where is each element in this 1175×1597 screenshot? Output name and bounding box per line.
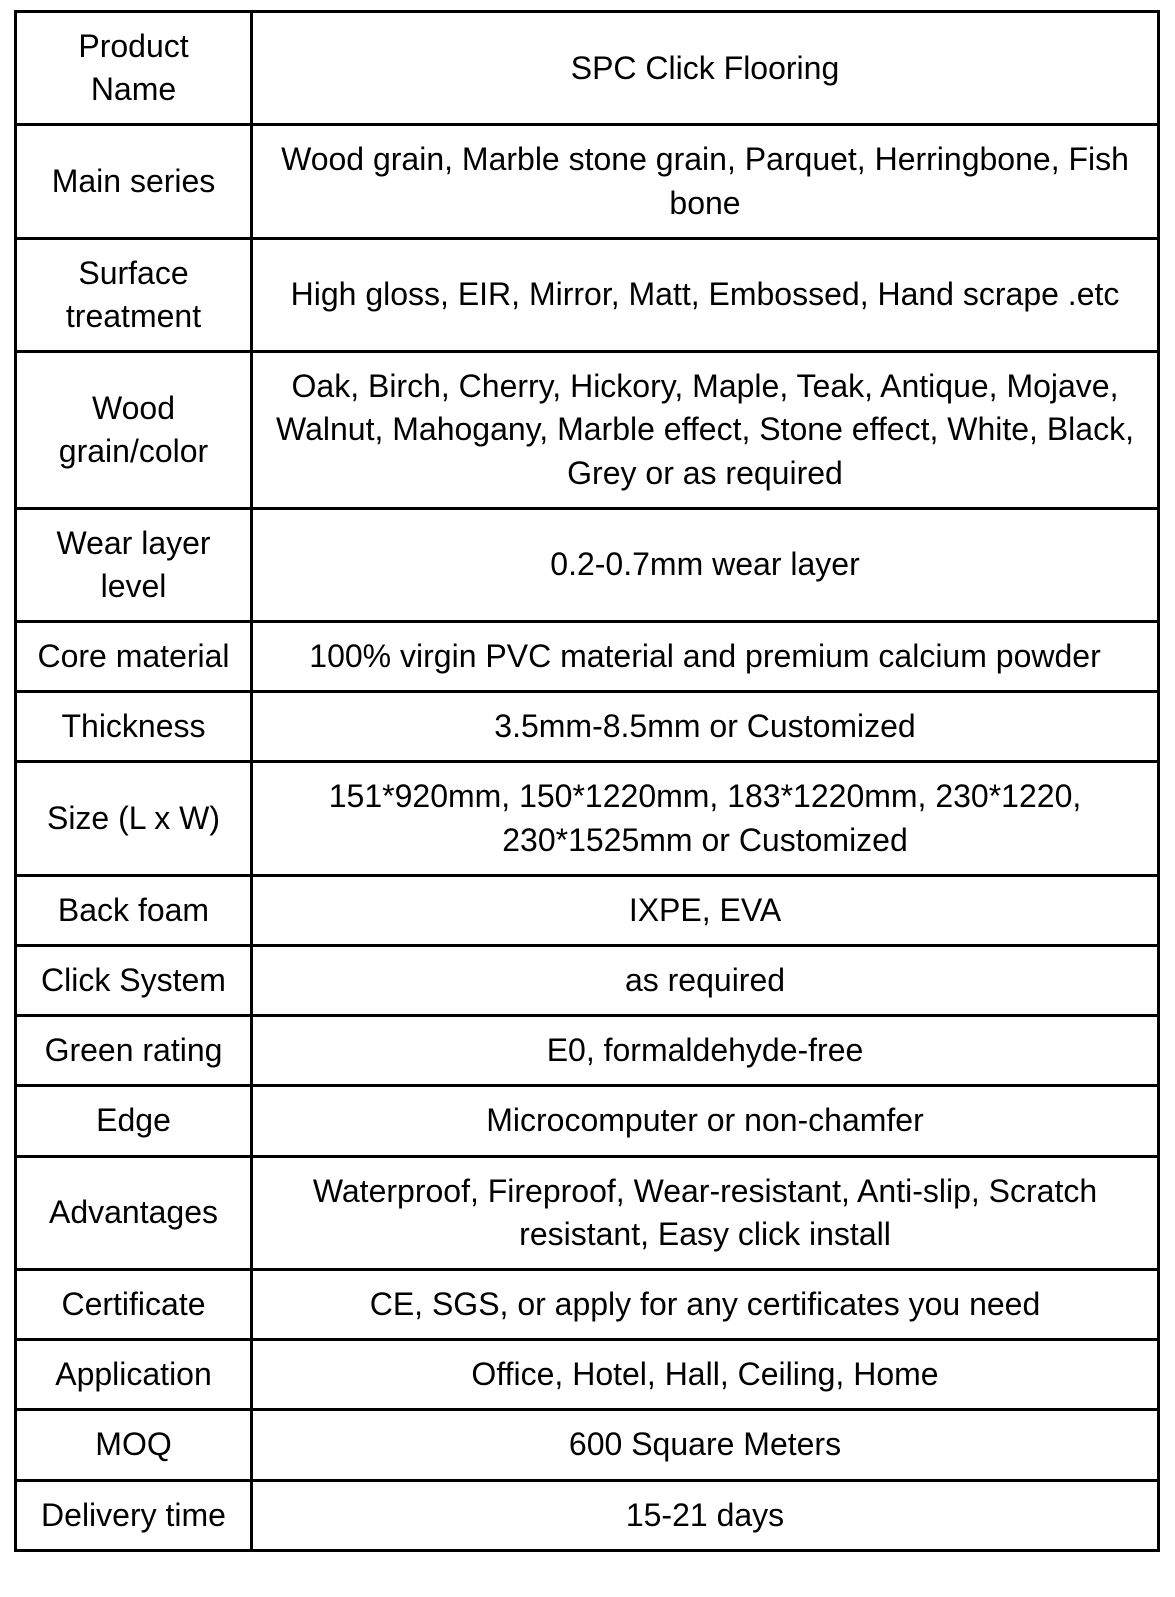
row-green-rating-label: Green rating (16, 1016, 252, 1086)
row-surface-treatment (16, 238, 1159, 351)
row-certificate-value: CE, SGS, or apply for any certificates you need (252, 1269, 1159, 1339)
row-click-system-label: Click System (16, 946, 252, 1016)
row-core-material-label: Core material (16, 622, 252, 692)
row-advantages-label: Advantages (16, 1156, 252, 1269)
row-wood-grain-color (16, 352, 1159, 509)
row-wood-grain-color-value: Oak, Birch, Cherry, Hickory, Maple, Teak, Antique, Mojave, Walnut, Mahogany, Marble effect, Stone effect, White, Black, Grey or as required (252, 352, 1159, 509)
row-size-value: 151*920mm, 150*1220mm, 183*1220mm, 230*1220, 230*1525mm or Customized (252, 762, 1159, 875)
row-size (16, 762, 1159, 875)
row-moq-value: 600 Square Meters (252, 1410, 1159, 1480)
row-application (16, 1340, 1159, 1410)
row-application-value: Office, Hotel, Hall, Ceiling, Home (252, 1340, 1159, 1410)
row-back-foam (16, 875, 1159, 945)
row-back-foam-value: IXPE, EVA (252, 875, 1159, 945)
row-wood-grain-color-label: Wood grain/color (16, 352, 252, 509)
row-click-system-value: as required (252, 946, 1159, 1016)
row-delivery-time (16, 1480, 1159, 1550)
row-product-name-label: Product Name (16, 12, 252, 125)
row-delivery-time-label: Delivery time (16, 1480, 252, 1550)
row-surface-treatment-value: High gloss, EIR, Mirror, Matt, Embossed, Hand scrape .etc (252, 238, 1159, 351)
row-product-name (16, 12, 1159, 125)
row-back-foam-label: Back foam (16, 875, 252, 945)
row-surface-treatment-label: Surface treatment (16, 238, 252, 351)
row-green-rating-value: E0, formaldehyde-free (252, 1016, 1159, 1086)
row-certificate-label: Certificate (16, 1269, 252, 1339)
row-wear-layer-level-value: 0.2-0.7mm wear layer (252, 508, 1159, 621)
row-green-rating (16, 1016, 1159, 1086)
row-wear-layer-level (16, 508, 1159, 621)
row-edge-value: Microcomputer or non-chamfer (252, 1086, 1159, 1156)
row-thickness (16, 692, 1159, 762)
row-advantages (16, 1156, 1159, 1269)
row-edge (16, 1086, 1159, 1156)
row-delivery-time-value: 15-21 days (252, 1480, 1159, 1550)
row-click-system (16, 946, 1159, 1016)
row-main-series-label: Main series (16, 125, 252, 238)
row-core-material-value: 100% virgin PVC material and premium calcium powder (252, 622, 1159, 692)
row-edge-label: Edge (16, 1086, 252, 1156)
row-thickness-value: 3.5mm-8.5mm or Customized (252, 692, 1159, 762)
row-moq-label: MOQ (16, 1410, 252, 1480)
row-main-series (16, 125, 1159, 238)
row-wear-layer-level-label: Wear layer level (16, 508, 252, 621)
row-application-label: Application (16, 1340, 252, 1410)
row-moq (16, 1410, 1159, 1480)
row-thickness-label: Thickness (16, 692, 252, 762)
product-spec-table (14, 10, 1160, 1552)
row-main-series-value: Wood grain, Marble stone grain, Parquet, Herringbone, Fish bone (252, 125, 1159, 238)
row-certificate (16, 1269, 1159, 1339)
row-size-label: Size (L x W) (16, 762, 252, 875)
row-core-material (16, 622, 1159, 692)
row-product-name-value: SPC Click Flooring (252, 12, 1159, 125)
row-advantages-value: Waterproof, Fireproof, Wear-resistant, Anti-slip, Scratch resistant, Easy click install (252, 1156, 1159, 1269)
